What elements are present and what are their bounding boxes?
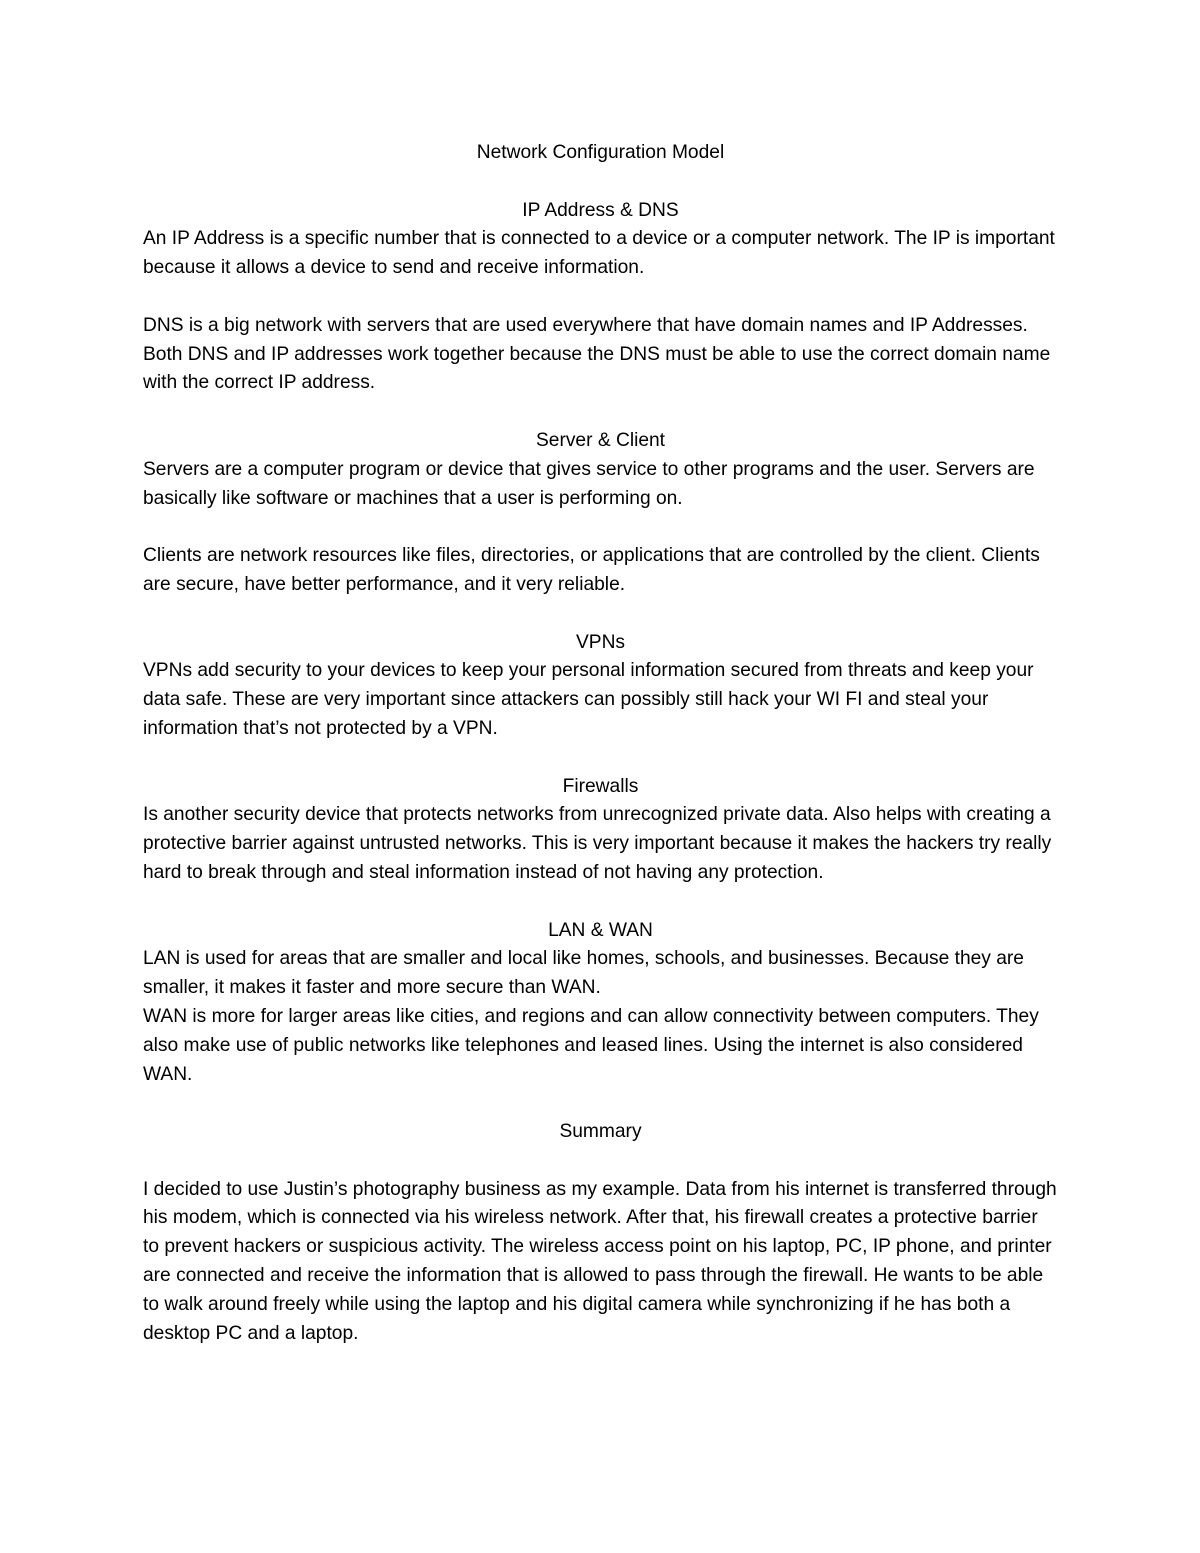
paragraph-wan: WAN is more for larger areas like cities, and regions and can allow connectivity between computers. They also make use of public networks like telephones and leased lines. Using the internet is also considered WAN.: [143, 1005, 1039, 1085]
spacer: [143, 744, 1058, 773]
section-heading-ip-dns: IP Address & DNS: [522, 199, 679, 221]
paragraph-lan: LAN is used for areas that are smaller and local like homes, schools, and businesses. Because they are smaller, it makes it faster and more secure than WAN.: [143, 948, 1024, 999]
spacer: [143, 168, 1058, 197]
paragraph-vpns: VPNs add security to your devices to keep your personal information secured from threats and keep your data safe. These are very important since attackers can possibly still hack your WI FI and steal your information that’s not protected by a VPN.: [143, 660, 1034, 739]
document-title: Network Configuration Model: [476, 142, 725, 163]
spacer: [143, 1089, 1058, 1118]
section-heading-lan-wan: LAN & WAN: [548, 919, 653, 941]
section-heading-summary: Summary: [559, 1121, 642, 1143]
spacer: [143, 600, 1058, 629]
spacer: [143, 513, 1058, 542]
spacer: [143, 398, 1058, 427]
paragraph-firewalls: Is another security device that protects networks from unrecognized private data. Also helps with creating a protective barrier against untrusted networks. This is very important because it makes the hackers try really hard to break through and steal information instead of not having any protection.: [143, 804, 1052, 883]
paragraph-clients: Clients are network resources like files, directories, or applications that are controlled by the client. Clients are secure, have better performance, and it very reliable.: [143, 545, 1040, 595]
spacer: [143, 888, 1058, 917]
spacer: [143, 283, 1058, 312]
document-page: [143, 139, 1058, 1348]
paragraph-servers: Servers are a computer program or device that gives service to other programs and the user. Servers are basically like software or machines that a user is performing on.: [143, 458, 1035, 509]
paragraph-summary: I decided to use Justin’s photography business as my example. Data from his internet is transferred through his modem, which is connected via his wireless network. After that, his firewall creates a protective barrier to prevent hackers or suspicious activity. The wireless access point on his laptop, PC, IP phone, and printer are connected and receive the information that is allowed to pass through the firewall. He wants to be able to walk around freely while using the laptop and his digital camera while synchronizing if he has both a desktop PC and a laptop.: [143, 1178, 1057, 1344]
section-heading-firewalls: Firewalls: [562, 775, 639, 797]
section-heading-server-client: Server & Client: [535, 429, 666, 451]
spacer: [143, 1147, 1058, 1176]
paragraph-ip-address: An IP Address is a specific number that is connected to a device or a computer network. The IP is important because it allows a device to send and receive information.: [143, 228, 1055, 279]
paragraph-dns: DNS is a big network with servers that are used everywhere that have domain names and IP Addresses. Both DNS and IP addresses work together because the DNS must be able to use the correct domain name with the correct IP address.: [143, 314, 1051, 394]
section-heading-vpns: VPNs: [575, 631, 626, 653]
